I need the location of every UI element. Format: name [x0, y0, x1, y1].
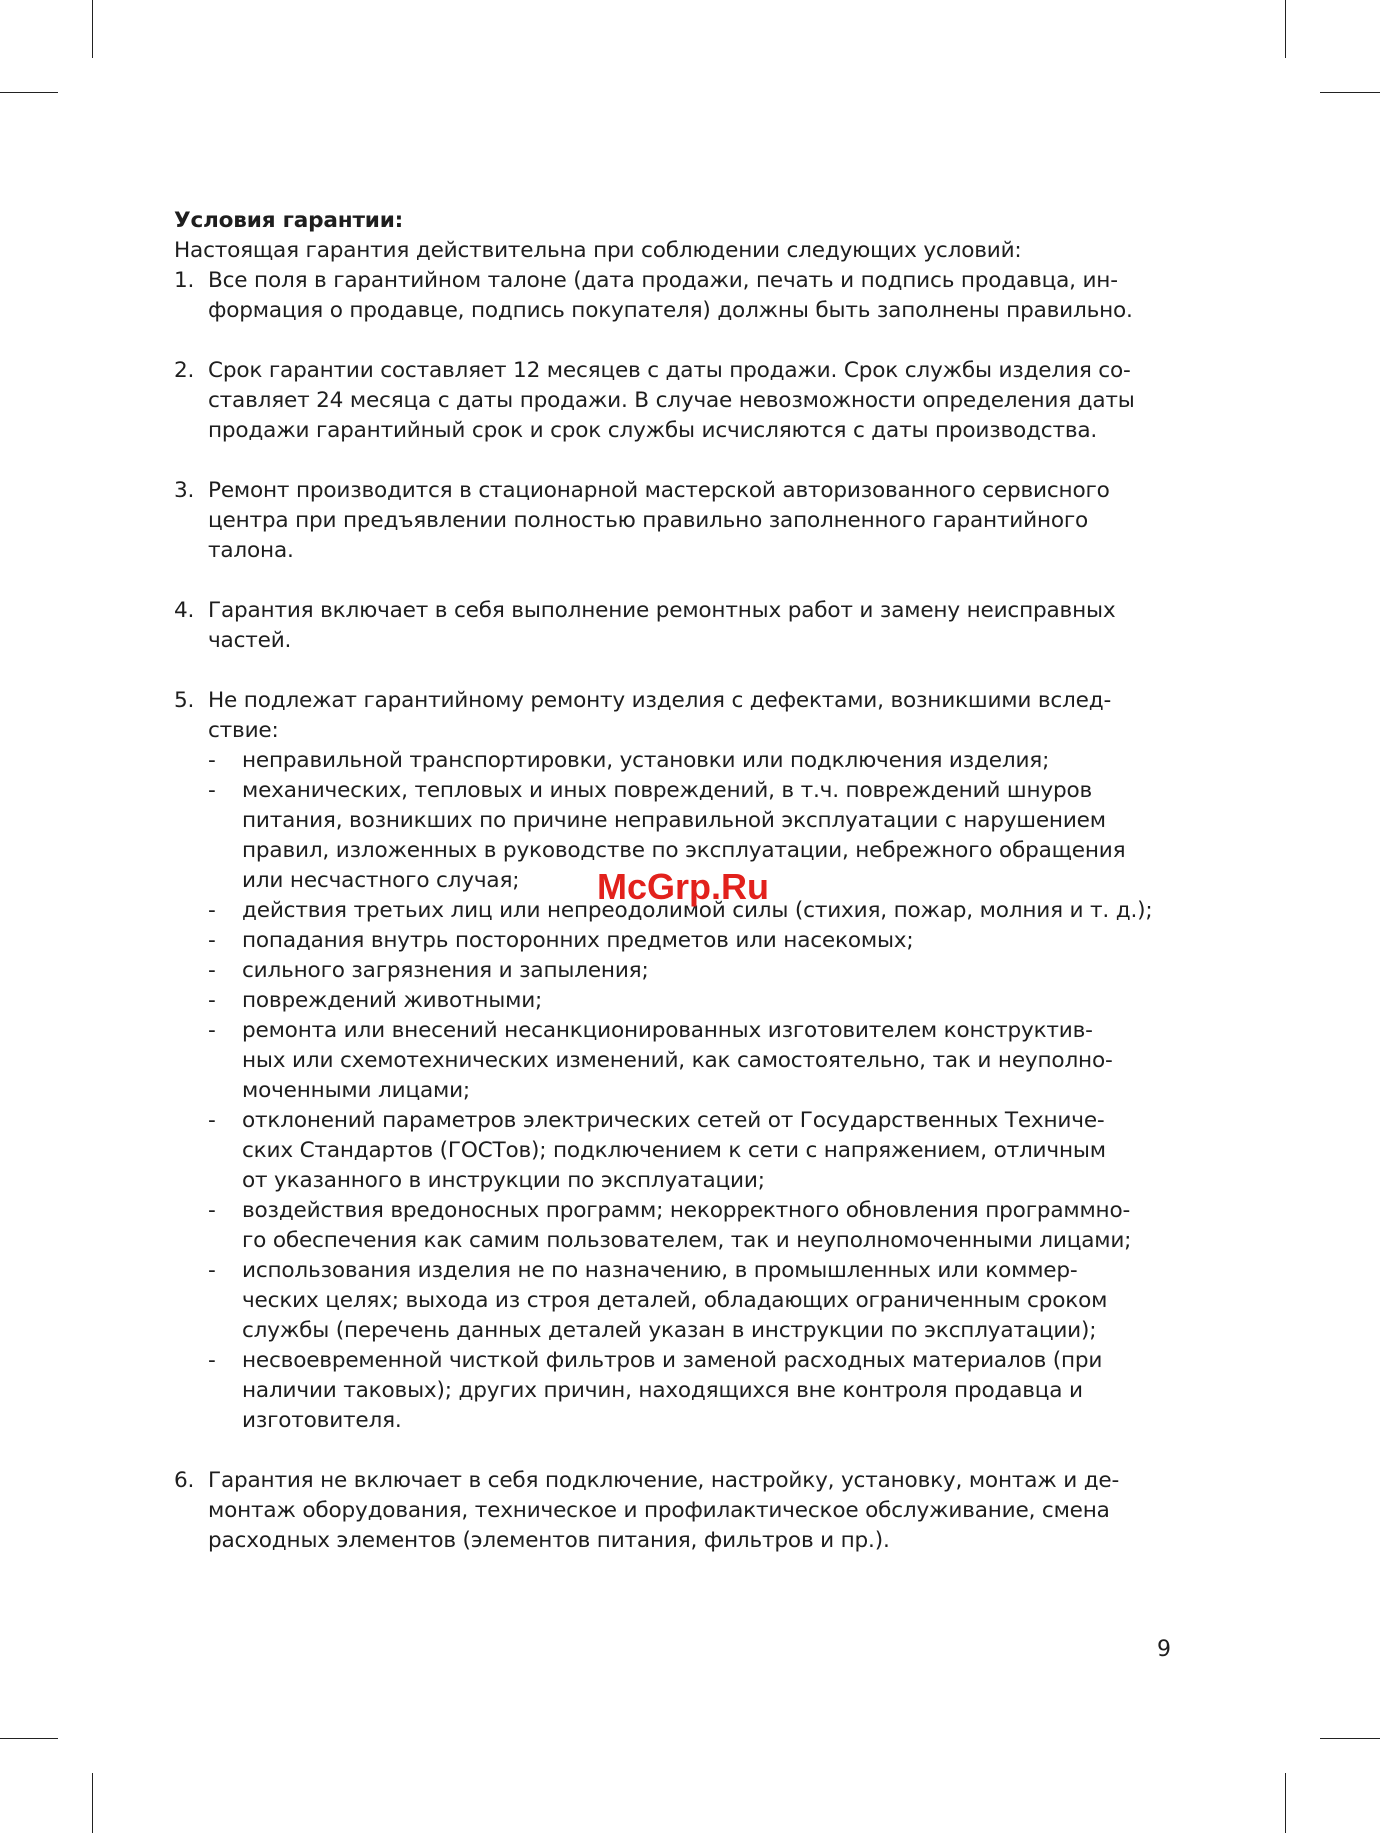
item-number: 5.	[174, 688, 195, 713]
condition-item	[174, 476, 1174, 566]
sub-item	[208, 986, 1174, 1016]
crop-mark-top-right-vertical	[1285, 0, 1286, 58]
item-number: 2.	[174, 358, 195, 383]
conditions-list	[174, 266, 1174, 1556]
crop-mark-top-left-horizontal	[0, 92, 58, 93]
text-line: Ремонт производится в стационарной мастерской авторизованного сервисного	[208, 478, 1110, 503]
text-line: ремонта или внесений несанкционированных изготовителем конструктив-	[242, 1018, 1093, 1043]
text-line: сильного загрязнения и запыления;	[242, 958, 649, 983]
text-line: ческих целях; выхода из строя деталей, обладающих ограниченным сроком	[242, 1288, 1108, 1313]
text-line: попадания внутрь посторонних предметов или насекомых;	[242, 928, 914, 953]
text-line: формация о продавце, подпись покупателя) должны быть заполнены правильно.	[208, 298, 1133, 323]
text-line: повреждений животными;	[242, 988, 543, 1013]
condition-item	[174, 266, 1174, 326]
text-line: наличии таковых); других причин, находящихся вне контроля продавца и	[242, 1378, 1083, 1403]
watermark: McGrp.Ru	[597, 866, 770, 907]
text-line: правил, изложенных в руководстве по эксплуатации, небрежного обращения	[242, 838, 1126, 863]
dash-marker: -	[208, 1348, 216, 1373]
text-line: ставляет 24 месяца с даты продажи. В случае невозможности определения даты	[208, 388, 1135, 413]
crop-mark-top-left-vertical	[92, 0, 93, 58]
text-line: Не подлежат гарантийному ремонту изделия с дефектами, возникшими вслед-	[208, 688, 1112, 713]
text-line: продажи гарантийный срок и срок службы исчисляются с даты производства.	[208, 418, 1098, 443]
crop-mark-top-right-horizontal	[1320, 92, 1380, 93]
sub-item	[208, 1196, 1174, 1256]
text-line: Гарантия включает в себя выполнение ремонтных работ и замену неисправных	[208, 598, 1116, 623]
text-line: Все поля в гарантийном талоне (дата продажи, печать и подпись продавца, ин-	[208, 268, 1118, 293]
text-line: питания, возникших по причине неправильной эксплуатации с нарушением	[242, 808, 1106, 833]
sub-item	[208, 1346, 1174, 1436]
condition-item	[174, 356, 1174, 446]
dash-marker: -	[208, 958, 216, 983]
item-number: 1.	[174, 268, 195, 293]
text-line: воздействия вредоносных программ; некорректного обновления программно-	[242, 1198, 1131, 1223]
item-number: 4.	[174, 598, 195, 623]
text-line: талона.	[208, 538, 294, 563]
text-line: центра при предъявлении полностью правильно заполненного гарантийного	[208, 508, 1089, 533]
dash-marker: -	[208, 928, 216, 953]
text-line: моченными лицами;	[242, 1078, 470, 1103]
crop-mark-bottom-right-vertical	[1285, 1773, 1286, 1833]
condition-item	[174, 596, 1174, 656]
text-line: ствие:	[208, 718, 279, 743]
text-line: частей.	[208, 628, 292, 653]
page-number: 9	[1157, 1637, 1171, 1662]
item-number: 6.	[174, 1468, 195, 1493]
text-line: го обеспечения как самим пользователем, так и неуполномоченными лицами;	[242, 1228, 1132, 1253]
crop-mark-bottom-left-vertical	[92, 1773, 93, 1833]
text-line: неправильной транспортировки, установки или подключения изделия;	[242, 748, 1050, 773]
text-line: Срок гарантии составляет 12 месяцев с даты продажи. Срок службы изделия со-	[208, 358, 1131, 383]
crop-mark-bottom-right-horizontal	[1320, 1738, 1380, 1739]
sub-item	[208, 956, 1174, 986]
intro: Настоящая гарантия действительна при соблюдении следующих условий:	[174, 238, 1022, 263]
text-line: использования изделия не по назначению, в промышленных или коммер-	[242, 1258, 1078, 1283]
dash-marker: -	[208, 988, 216, 1013]
text-line: отклонений параметров электрических сетей от Государственных Техниче-	[242, 1108, 1105, 1133]
dash-marker: -	[208, 778, 216, 803]
text-line: ских Стандартов (ГОСТов); подключением к сети с напряжением, отличным	[242, 1138, 1106, 1163]
condition-item	[174, 1466, 1174, 1556]
dash-marker: -	[208, 1258, 216, 1283]
text-line: расходных элементов (элементов питания, фильтров и пр.).	[208, 1528, 890, 1553]
dash-marker: -	[208, 1018, 216, 1043]
text-line: изготовителя.	[242, 1408, 402, 1433]
item-number: 3.	[174, 478, 195, 503]
dash-marker: -	[208, 898, 216, 923]
text-line: монтаж оборудования, техническое и профилактическое обслуживание, смена	[208, 1498, 1110, 1523]
sub-item	[208, 746, 1174, 776]
text-line: несвоевременной чисткой фильтров и заменой расходных материалов (при	[242, 1348, 1103, 1373]
sub-item	[208, 1016, 1174, 1106]
text-line: Гарантия не включает в себя подключение, настройку, установку, монтаж и де-	[208, 1468, 1120, 1493]
dash-marker: -	[208, 748, 216, 773]
text-line: ных или схемотехнических изменений, как самостоятельно, так и неуполно-	[242, 1048, 1113, 1073]
text-line: от указанного в инструкции по эксплуатации;	[242, 1168, 765, 1193]
text-line: или несчастного случая;	[242, 868, 520, 893]
heading: Условия гарантии:	[174, 208, 404, 233]
condition-item	[174, 686, 1174, 1436]
text-line: службы (перечень данных деталей указан в инструкции по эксплуатации);	[242, 1318, 1097, 1343]
sub-item	[208, 1106, 1174, 1196]
crop-mark-bottom-left-horizontal	[0, 1738, 58, 1739]
text-line: действия третьих лиц или непреодолимой силы (стихия, пожар, молния и т. д.);	[242, 898, 1153, 923]
sub-item	[208, 926, 1174, 956]
dash-marker: -	[208, 1198, 216, 1223]
text-line: механических, тепловых и иных повреждений, в т.ч. повреждений шнуров	[242, 778, 1093, 803]
dash-marker: -	[208, 1108, 216, 1133]
sub-item	[208, 1256, 1174, 1346]
